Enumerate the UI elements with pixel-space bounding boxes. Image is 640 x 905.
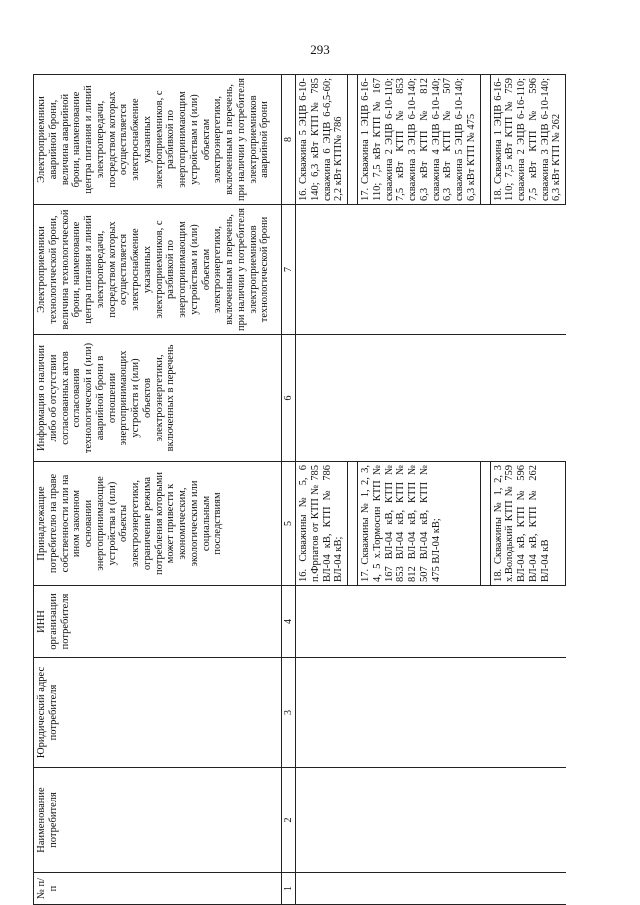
empty-cell xyxy=(490,658,566,768)
empty-cell xyxy=(296,205,348,335)
emergency-reserve-description: 16. Скважина 5 ЭЦВ 6-10-140; 6,3 кВт КТП№ 785 скважина 6 ЭЦВ 6-6,5-60; 2,2 кВт КТП№ 786 xyxy=(296,75,348,205)
column-number: 6 xyxy=(282,335,296,462)
column-number: 4 xyxy=(282,586,296,658)
header-cell: ИНН организации потребителя xyxy=(34,586,282,658)
emergency-reserve-description: 17. Скважина 1 ЭЦВ 6-16-110; 7,5 кВт КТП № 167 скважина 2 ЭЦВ 6-10-110; 7,5 кВт КТП № 853 скважина 3 ЭЦВ 6-10-140; 6,3 кВт КТП № 812 скважина 4 ЭЦВ 6-10-140; 6,3 кВт КТП № 507 скважина 5 ЭЦВ 6-10-140; 6,3 кВт КТП № 475 xyxy=(358,75,481,205)
facility-description: 16. Скважины № 5, 6 п.Фрпатов от КТП № 785 ВЛ-04 кВ, КТП № 786 ВЛ-04 кВ; xyxy=(296,462,348,586)
empty-cell xyxy=(296,768,348,873)
empty-cell xyxy=(296,873,348,905)
column-number: 8 xyxy=(282,75,296,205)
column-number: 3 xyxy=(282,658,296,768)
table-row xyxy=(358,75,481,905)
empty-cell xyxy=(358,658,481,768)
header-cell: Электроприемники аварийной брони, величина аварийной брони, наименование центра питания и линий электропередачи, посредством которых осуществляется электроснабжение указанных электроприемников, с разбивкой по энергопринимающим устройствам и (или) объектам электроэнергетики, включенным в перечень, при наличии у потребителя электроприемников аварийной брони xyxy=(34,75,282,205)
empty-cell xyxy=(296,335,348,462)
header-cell: Электроприемники технологической брони, величина технологической брони, наименование центра питания и линий электропередачи, посредством которых осуществляется электроснабжение указанных электроприемников, с разбивкой по энергопринимающим устройствам и (или) объектам электроэнергетики, включенным в перечень, при наличии у потребителя электроприемников технологической брони xyxy=(34,205,282,335)
empty-cell xyxy=(358,586,481,658)
table-row xyxy=(490,75,566,905)
column-number: 1 xyxy=(282,873,296,905)
column-number: 2 xyxy=(282,768,296,873)
table-row xyxy=(296,75,348,905)
empty-cell xyxy=(358,873,481,905)
column-number: 5 xyxy=(282,462,296,586)
spacer-row xyxy=(480,75,490,905)
consumer-table xyxy=(33,74,566,905)
empty-cell xyxy=(296,658,348,768)
facility-description: 18. Скважины № 1, 2, 3 х.Володький КТП № 759 ВЛ-04 кВ, КТП № 596 ВЛ-04 кВ, КТП № 262 ВЛ-04 кВ xyxy=(490,462,566,586)
header-row xyxy=(34,75,282,905)
emergency-reserve-description: 18. Скважина 1 ЭЦВ 6-16-110; 7,5 кВт КТП № 759 скважина 2 ЭЦВ 6-16-110; 7,5 кВт КТП № 596 скважина 3 ЭЦВ 6-10-140; 6,3 кВт КТП № 262 xyxy=(490,75,566,205)
column-number-row xyxy=(282,75,296,905)
empty-cell xyxy=(490,335,566,462)
empty-cell xyxy=(490,768,566,873)
empty-cell xyxy=(296,586,348,658)
spacer-row xyxy=(348,75,358,905)
header-cell: № п/п xyxy=(34,873,282,905)
empty-cell xyxy=(490,205,566,335)
header-cell: Юридический адрес потребителя xyxy=(34,658,282,768)
rotated-page-content xyxy=(33,75,603,905)
page-number: 293 xyxy=(310,42,330,57)
empty-cell xyxy=(490,873,566,905)
header-cell: Принадлежащие потребителю на праве собственности или на ином законном основании энергопринимающие устройства и (или) объекты электроэнергетики, ограничение режима потребления которыми может привести к экономическим, экологическим или социальным последствиям xyxy=(34,462,282,586)
column-number: 7 xyxy=(282,205,296,335)
empty-cell xyxy=(358,335,481,462)
header-cell: Наименование потребителя xyxy=(34,768,282,873)
header-cell: Информация о наличии либо об отсутствии согласованных актов согласования технологической и (или) аварийной брони в отношении энергопринимающих устройств и (или) объектов электроэнергетики, включенных в перечень xyxy=(34,335,282,462)
empty-cell xyxy=(490,586,566,658)
empty-cell xyxy=(358,768,481,873)
empty-cell xyxy=(358,205,481,335)
facility-description: 17. Скважины № 1, 2, 3, 4, 5 х.Тормосин КТП № 167 ВЛ-04 кВ, КТП № 853 ВЛ-04 кВ, КТП № 812 ВЛ-04 кВ, КТП № 507 ВЛ-04 кВ, КТП № 475 ВЛ-04 кВ; xyxy=(358,462,481,586)
